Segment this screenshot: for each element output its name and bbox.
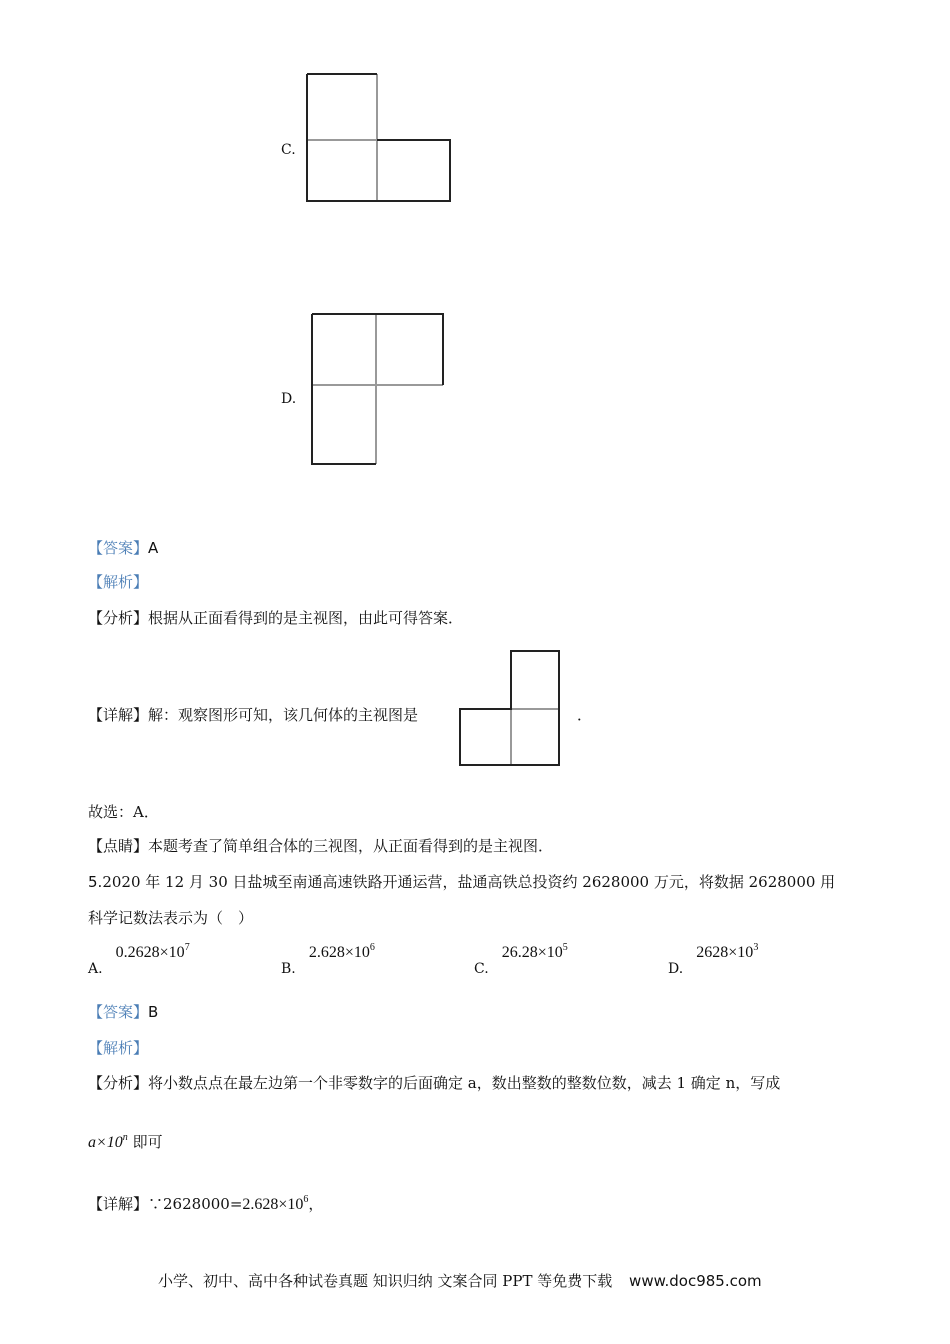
option-c-figure xyxy=(300,68,460,208)
q5-option-c: C. $26.28\times 10^5$ xyxy=(474,942,568,977)
q5-option-b: B. $2.628\times 10^6$ xyxy=(281,942,375,977)
answer-value: B xyxy=(148,1003,159,1021)
q4-guxuan: 故选：A． xyxy=(88,803,159,821)
q4-xiangjie: 【详解】解：观察图形可知，该几何体的主视图是 xyxy=(88,706,419,724)
q5-fenxi: 【分析】将小数点点在最左边第一个非零数字的后面确定 a，数出整数的整数位数，减去 1 确定 n，写成 xyxy=(88,1074,781,1092)
q5-answer xyxy=(88,1001,158,1022)
answer-tag: 【答案】 xyxy=(88,539,149,557)
q5-stem-line1: 5.2020 年 12 月 30 日盐城至南通高速铁路开通运营，盐通高铁总投资约 2628000 万元，将数据 2628000 用 xyxy=(88,873,836,891)
q4-fenxi: 【分析】根据从正面看得到的是主视图，由此可得答案． xyxy=(88,609,464,627)
q4-answer xyxy=(88,537,158,558)
q4-analysis-tag: 【解析】 xyxy=(88,573,149,591)
footer-text: 小学、初中、高中各种试卷真题 知识归纳 文案合同 PPT 等免费下载 xyxy=(158,1272,613,1290)
q5-option-d: D. $2628\times 10^3$ xyxy=(668,942,759,977)
answer-value: A xyxy=(148,539,159,557)
footer xyxy=(158,1270,762,1291)
q5-option-a: A. $0.2628\times 10^7$ xyxy=(88,942,190,977)
main-view-figure xyxy=(455,645,565,770)
q5-fenxi-cont: $a\times 10^n$ 即可 xyxy=(88,1132,163,1151)
option-c-label: C. xyxy=(281,142,296,158)
q5-xiangjie: 【详解】$\because 2628000=2.628\times 10^6$， xyxy=(88,1194,324,1213)
option-d-label: D. xyxy=(281,391,297,407)
option-d-figure xyxy=(305,306,450,471)
q5-analysis-tag: 【解析】 xyxy=(88,1039,149,1057)
answer-tag: 【答案】 xyxy=(88,1003,149,1021)
q5-stem-line2: 科学记数法表示为（ ） xyxy=(88,909,254,927)
question-number: 5. xyxy=(88,873,103,891)
q4-dianjing: 【点睛】本题考查了简单组合体的三视图，从正面看得到的是主视图． xyxy=(88,837,554,855)
q4-xiangjie-end: ． xyxy=(577,706,593,724)
footer-link[interactable]: www.doc985.com xyxy=(629,1272,762,1290)
